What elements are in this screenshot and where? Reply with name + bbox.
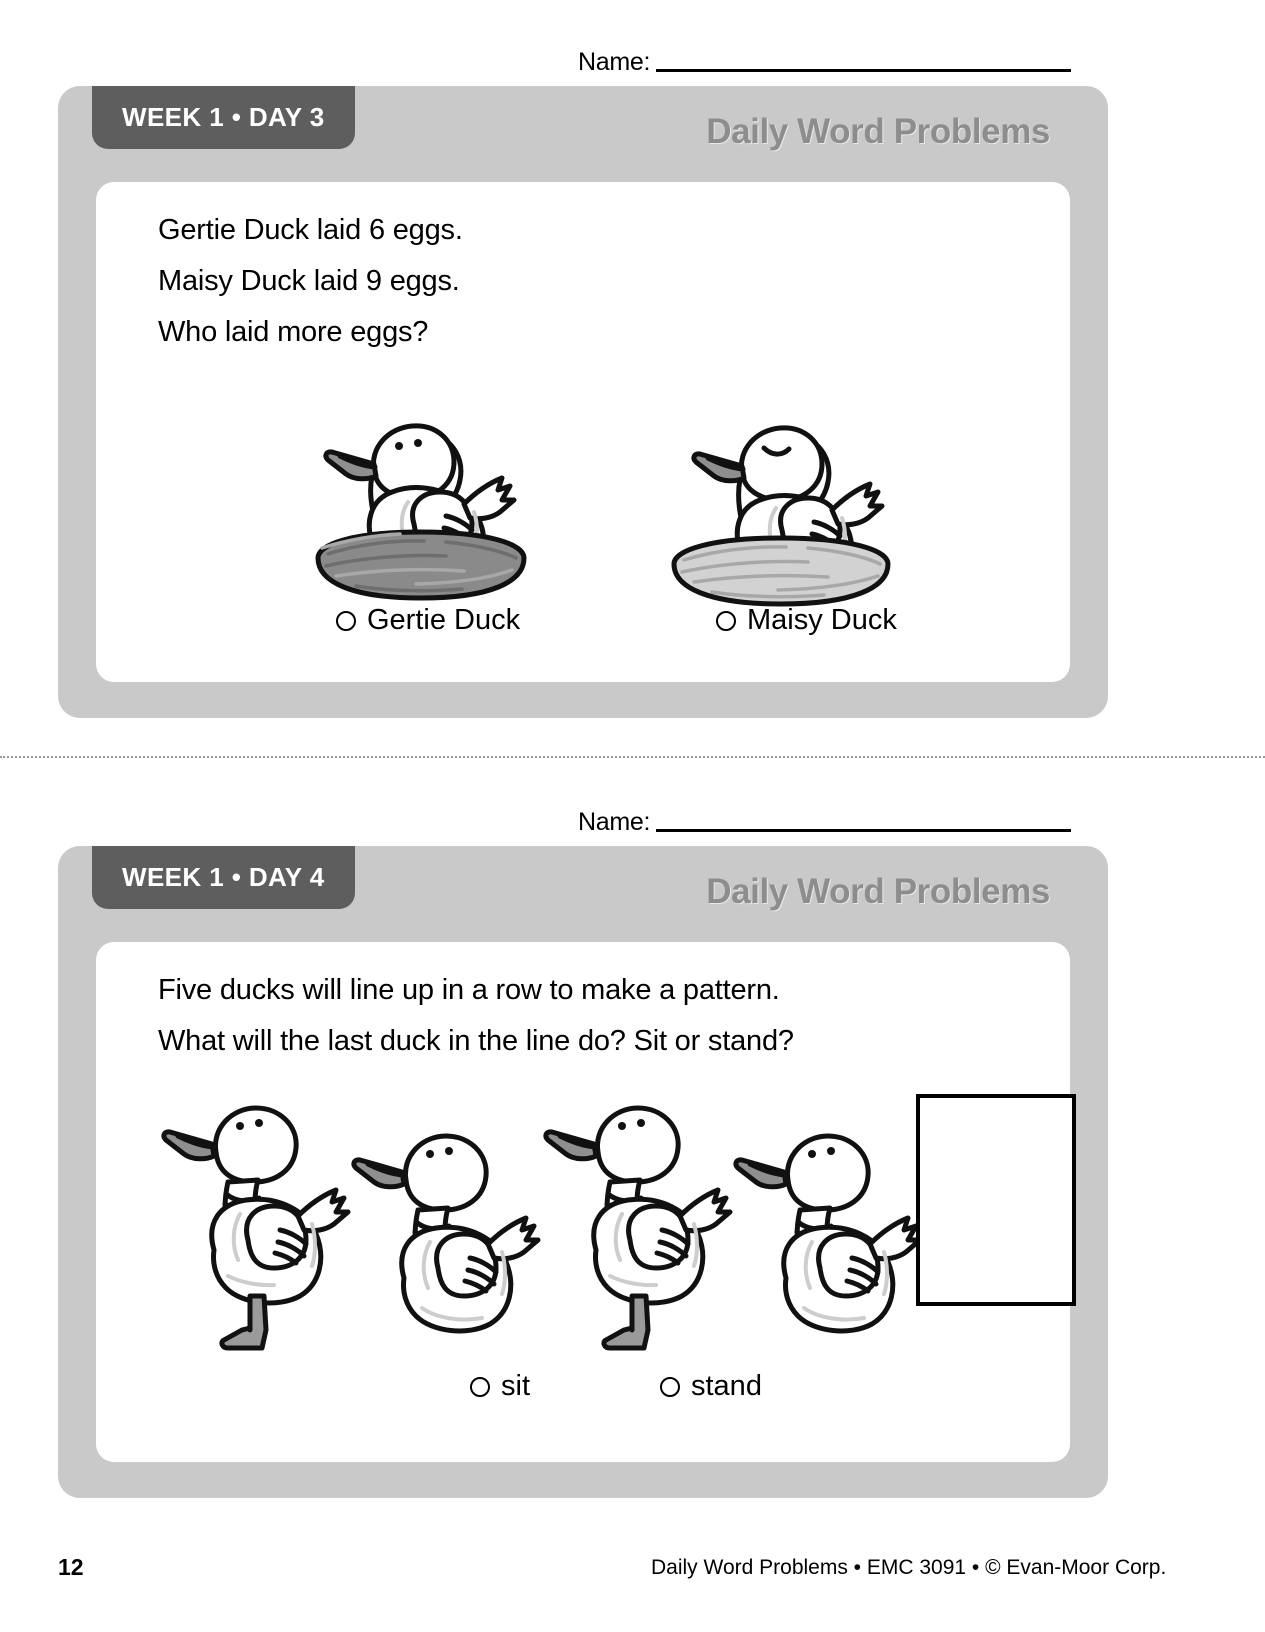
choice-gertie-duck[interactable] [336, 604, 520, 637]
duck-standing-illustration-3 [536, 1090, 726, 1320]
duck-in-nest-maisy [656, 378, 906, 588]
name-row-day4 [578, 808, 1071, 837]
choice-label-stand: stand [691, 1370, 762, 1402]
duck-sitting-illustration-2 [344, 1118, 534, 1318]
worksheet-title-day3: Daily Word Problems [706, 112, 1050, 151]
problem-line-3-day3: Who laid more eggs? [158, 316, 429, 348]
pattern-duck-2-sitting [344, 1118, 534, 1318]
pattern-duck-1-standing [154, 1090, 344, 1320]
problem-line-2-day3: Maisy Duck laid 9 eggs. [158, 265, 460, 297]
problem-line-1-day3: Gertie Duck laid 6 eggs. [158, 214, 463, 246]
name-label-day3: Name: [578, 48, 651, 76]
duck-sitting-illustration-4 [726, 1118, 916, 1318]
choice-maisy-duck[interactable] [716, 604, 897, 637]
day-tab-day4: WEEK 1 • DAY 4 [92, 846, 355, 909]
pattern-duck-3-standing [536, 1090, 726, 1320]
duck-nest-illustration-2 [656, 378, 906, 588]
problem-line-1-day4: Five ducks will line up in a row to make a pattern. [158, 974, 780, 1006]
card-body-day3 [96, 182, 1070, 682]
name-write-line-day4[interactable] [656, 829, 1071, 832]
day-tab-day3: WEEK 1 • DAY 3 [92, 86, 355, 149]
card-body-day4 [96, 942, 1070, 1462]
worksheet-title-day4: Daily Word Problems [706, 872, 1050, 911]
radio-maisy-duck[interactable] [716, 611, 736, 631]
name-row-day3 [578, 48, 1071, 77]
pattern-duck-4-sitting [726, 1118, 916, 1318]
duck-in-nest-gertie [296, 378, 546, 588]
cut-line-separator [0, 756, 1265, 758]
name-label-day4: Name: [578, 808, 651, 836]
choice-label-maisy-duck: Maisy Duck [747, 604, 897, 636]
footer-credit: Daily Word Problems • EMC 3091 • © Evan-Moor Corp. [651, 1556, 1167, 1579]
problem-line-2-day4: What will the last duck in the line do? Sit or stand? [158, 1025, 794, 1057]
worksheet-card-day4 [58, 846, 1108, 1498]
card-header-day4 [58, 846, 1108, 938]
name-write-line-day3[interactable] [656, 69, 1071, 72]
worksheet-card-day3 [58, 86, 1108, 718]
duck-standing-illustration-1 [154, 1090, 344, 1320]
page-number: 12 [58, 1554, 84, 1580]
duck-nest-illustration-1 [296, 378, 546, 588]
choice-label-sit: sit [501, 1370, 530, 1402]
choice-stand[interactable] [660, 1370, 762, 1403]
choice-sit[interactable] [470, 1370, 530, 1403]
choice-label-gertie-duck: Gertie Duck [367, 604, 521, 636]
radio-stand[interactable] [660, 1377, 680, 1397]
radio-sit[interactable] [470, 1377, 490, 1397]
card-header-day3 [58, 86, 1108, 178]
radio-gertie-duck[interactable] [336, 611, 356, 631]
pattern-answer-box[interactable] [916, 1094, 1076, 1306]
